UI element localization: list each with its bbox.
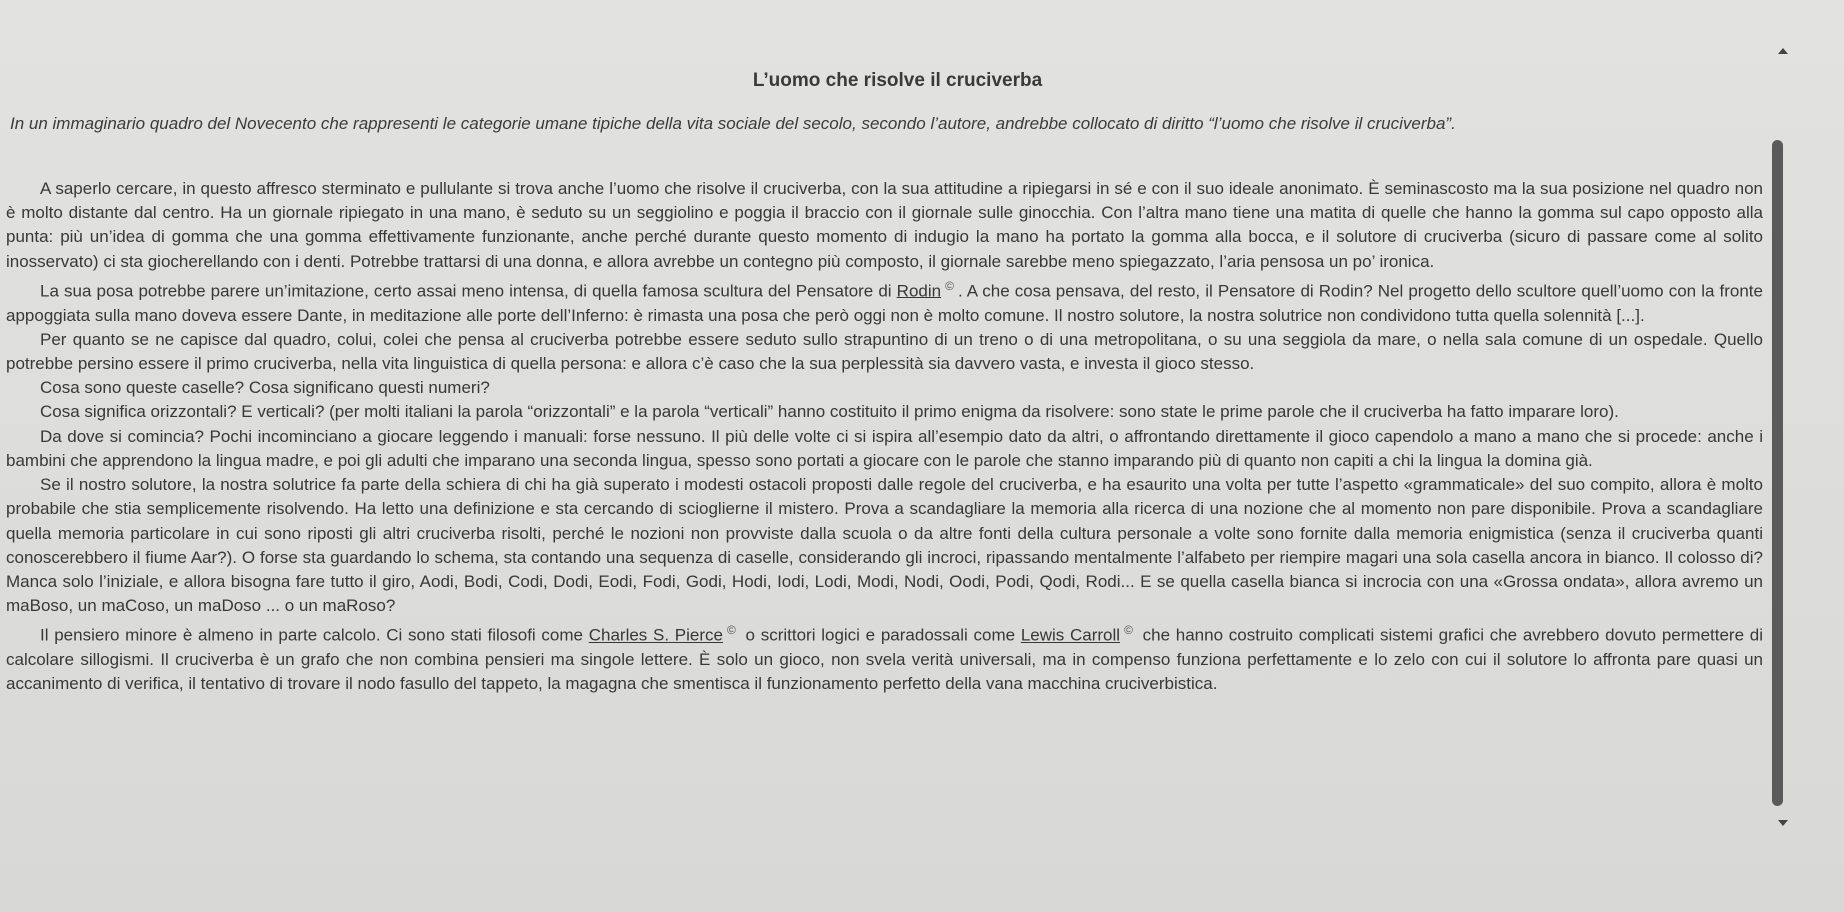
arrow-up-icon[interactable]: [1778, 48, 1788, 54]
link-rodin[interactable]: Rodin: [896, 281, 942, 301]
paragraph: Da dove si comincia? Pochi incominciano a giocare leggendo i manuali: forse nessuno. Il più delle volte ci si ispira all’esempio dato da altri, o affrontando direttamente il gioco capendolo a mano a mano che si procede: anche i bambini che apprendono la lingua madre, e poi gli adulti che imparano una seconda lingua, spesso sono portati a giocare con le parole che stanno imparando più di quanto non capiti a chi la lingua la domina già.: [6, 426, 1763, 470]
article-body: [6, 177, 1763, 697]
paragraph-text: che hanno costruito complicati sistemi grafici che avrebbero dovuto permettere di calcolare sillogismi. Il cruciverba è un grafo che non combina pensieri ma singole lettere. È solo un gioco, non svela verità universali, ma in compenso funziona perfettamente e lo zelo con cui il solutore lo affronta pare quasi un accanimento di verifica, il tentativo di trovare il nodo fasullo del tappeto, la magagna che smentisca il funzionamento perfetto della vana macchina cruciverbistica.: [6, 625, 1763, 694]
copyright-icon: ©: [726, 623, 736, 638]
copyright-icon: ©: [945, 278, 954, 293]
link-charles-pierce[interactable]: Charles S. Pierce: [588, 625, 723, 645]
paragraph: Cosa sono queste caselle? Cosa significano questi numeri?: [40, 378, 490, 398]
lead-paragraph: In un immaginario quadro del Novecento che rappresenti le categorie umane tipiche della vita sociale del secolo, secondo l’autore, andrebbe collocato di diritto “l’uomo che risolve il cruciverba”.: [10, 114, 1456, 133]
paragraph-text: o scrittori logici e paradossali come: [739, 625, 1021, 645]
paragraph: Se il nostro solutore, la nostra solutrice fa parte della schiera di chi ha già superato i modesti ostacoli proposti dalle regole del cruciverba, e ha esaurito una volta per tutte l’aspetto «grammaticale» del suo compito, allora è molto probabile che stia semplicemente risolvendo. Ha letto una definizione e sta cercando di scioglierne il mistero. Prova a scandagliare la memoria alla ricerca di una nozione che al momento non pare disponibile. Prova a scandagliare quella memoria particolare in cui sono riposti gli altri cruciverba risolti, perché le nozioni non provviste dalla scuola o da altre fonti della cultura personale a volte sono fornite dalla memoria enigmistica (senza il cruciverba quanti conoscerebbero il fiume Aar?). O forse sta guardando lo schema, sta contando una sequenza di caselle, considerando gli incroci, ripassando mentalmente l’alfabeto per riempire magari una sola casella ancora in bianco. Il colosso di? Manca solo l’iniziale, e allora bisogna fare tutto il giro, Aodi, Bodi, Codi, Dodi, Eodi, Fodi, Godi, Hodi, Iodi, Lodi, Modi, Nodi, Oodi, Podi, Qodi, Rodi... E se quella casella bianca si incrocia con una «Grossa ondata», allora avremo un maBoso, un maCoso, un maDoso ... o un maRoso?: [6, 475, 1763, 616]
paragraph: Cosa significa orizzontali? E verticali? (per molti italiani la parola “orizzontali” e la parola “verticali” hanno costituito il primo enigma da risolvere: sono state le prime parole che il cruciverba ha fatto imparare loro).: [40, 402, 1619, 422]
paragraph: [6, 274, 1763, 328]
copyright-icon: ©: [1124, 623, 1133, 638]
paragraph: [6, 618, 1763, 696]
page-title: L’uomo che risolve il cruciverba: [752, 70, 1043, 91]
paragraph-text: . A che cosa pensava, del resto, il Pensatore di Rodin? Nel progetto dello scultore quell’uomo con la fronte appoggiata sulla mano doveva essere Dante, in meditazione alle porte dell’Inferno: è rimasta una posa che però oggi non è molto comune. Il nostro solutore, la nostra solutrice non condividono tutta quella solennità [...].: [6, 281, 1763, 325]
paragraph: A saperlo cercare, in questo affresco sterminato e pullulante si trova anche l’uomo che risolve il cruciverba, con la sua attitudine a ripiegarsi in sé e con il suo ideale anonimato. È seminascosto ma la sua posizione nel quadro non è molto distante dal centro. Ha un giornale ripiegato in una mano, è seduto su un seggiolino e poggia il braccio con il giornale sulle ginocchia. Con l’altra mano tiene una matita di quelle che hanno la gomma sul capo opposto alla punta: più un’idea di gomma che una gomma effettivamente funzionante, anche perché durante questo momento di indugio la mano ha portato la gomma alla bocca, e il solutore di cruciverba (sicuro di passare come al solito inosservato) ci sta giocherellando con i denti. Potrebbe trattarsi di una donna, e allora avrebbe un contegno più composto, il giornale sarebbe meno spiegazzato, l’aria pensosa un po’ ironica.: [6, 179, 1763, 271]
scrollbar-thumb[interactable]: [1772, 140, 1783, 806]
paragraph: Per quanto se ne capisce dal quadro, colui, colei che pensa al cruciverba potrebbe essere seduto sullo strapuntino di un treno o di una metropolitana, o su una seggiola da mare, o nella sala comune di un ospedale. Quello potrebbe persino essere il primo cruciverba, nella vita linguistica di quella persona: e allora c’è caso che la sua perplessità sia davvero vasta, e investa il gioco stesso.: [6, 329, 1763, 374]
link-lewis-carroll[interactable]: Lewis Carroll: [1020, 625, 1121, 645]
paragraph-text: La sua posa potrebbe parere un’imitazione, certo assai meno intensa, di quella famosa scultura del Pensatore di: [40, 281, 897, 301]
arrow-down-icon[interactable]: [1778, 820, 1788, 826]
paragraph-text: Il pensiero minore è almeno in parte calcolo. Ci sono stati filosofi come: [40, 625, 589, 645]
